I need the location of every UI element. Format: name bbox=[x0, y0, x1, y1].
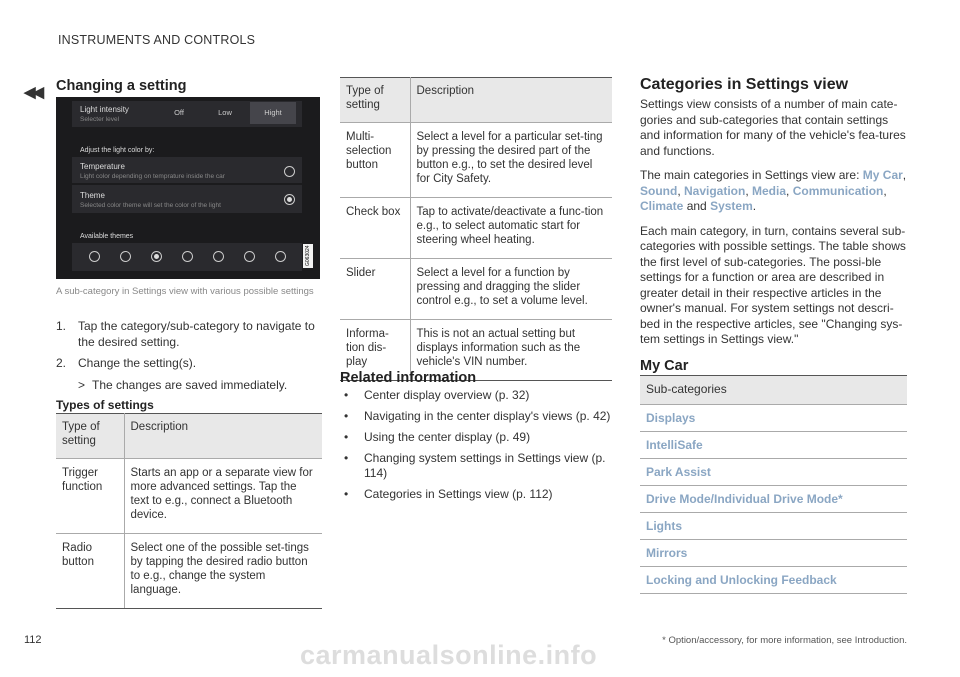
settings-screen-image bbox=[56, 97, 320, 279]
separator: , bbox=[786, 183, 793, 198]
categories-prefix: The main categories in Settings view are: bbox=[640, 168, 863, 182]
step-text: Change the setting(s). bbox=[78, 356, 197, 370]
segment-high[interactable]: Hight bbox=[250, 102, 296, 124]
substep-text: The changes are saved immediately. bbox=[92, 377, 288, 392]
theme-radio[interactable] bbox=[284, 194, 295, 205]
adjust-label: Adjust the light color by: bbox=[80, 147, 155, 154]
table-row bbox=[56, 459, 322, 534]
selecter-level-label: Selecter level bbox=[80, 116, 120, 123]
theme-option-radio[interactable] bbox=[182, 251, 193, 262]
subcategory-park-assist[interactable]: Park Assist bbox=[640, 459, 907, 486]
theme-option-radio[interactable] bbox=[120, 251, 131, 262]
table-row bbox=[340, 259, 612, 320]
image-code: G063024 bbox=[305, 245, 311, 267]
temperature-label: Temperature bbox=[80, 162, 125, 171]
category-climate[interactable]: Climate bbox=[640, 199, 684, 213]
theme-desc: Selected color theme will set the color of the light bbox=[80, 202, 221, 209]
col-header-type: Type of setting bbox=[56, 414, 124, 459]
setting-description: Select one of the possible set-tings by tapping the desired radio button to e.g., change the system language. bbox=[124, 534, 322, 609]
types-table-2 bbox=[340, 77, 612, 381]
step-number: 1. bbox=[56, 319, 67, 333]
substep-marker: > bbox=[78, 377, 86, 392]
table-row bbox=[340, 123, 612, 198]
types-table-1 bbox=[56, 413, 322, 609]
setting-type: Informa-tion dis-play bbox=[340, 320, 410, 381]
setting-description: Starts an app or a separate view for more advanced settings. Tap the text to e.g., connect a Bluetooth device. bbox=[124, 459, 322, 534]
types-title: Types of settings bbox=[56, 398, 154, 412]
theme-option-radio[interactable] bbox=[89, 251, 100, 262]
separator: , bbox=[883, 183, 887, 198]
categories-main-list bbox=[640, 168, 907, 215]
available-themes-label: Available themes bbox=[80, 233, 134, 240]
setting-type: Trigger function bbox=[56, 459, 124, 534]
theme-option-radio[interactable] bbox=[244, 251, 255, 262]
separator: , bbox=[902, 168, 907, 182]
subcategory-locking-feedback[interactable]: Locking and Unlocking Feedback bbox=[640, 567, 907, 594]
setting-type: Check box bbox=[340, 198, 410, 259]
conjunction: and bbox=[683, 199, 711, 213]
theme-option-radio[interactable] bbox=[151, 251, 162, 262]
period: . bbox=[752, 199, 757, 213]
subcategory-displays[interactable]: Displays bbox=[640, 405, 907, 432]
col-header-type: Type of setting bbox=[340, 78, 410, 123]
related-link[interactable]: • Center display overview (p. 32) bbox=[340, 388, 612, 403]
setting-description: Select a level for a function by pressing and dragging the slider control e.g., to set a volume level. bbox=[410, 259, 612, 320]
subcategories-header: Sub-categories bbox=[640, 376, 907, 405]
back-arrow-icon[interactable]: ◀◀ bbox=[24, 84, 42, 101]
temperature-radio[interactable] bbox=[284, 166, 295, 177]
related-link[interactable]: • Changing system settings in Settings view (p. 114) bbox=[340, 451, 612, 481]
footnote: * Option/accessory, for more information, see Introduction. bbox=[662, 635, 907, 646]
setting-type: Radio button bbox=[56, 534, 124, 609]
category-media[interactable]: Media bbox=[752, 183, 787, 198]
setting-description: Select a level for a particular set-ting by pressing the desired part of the button e.g., to set the desired level for City Safety. bbox=[410, 123, 612, 198]
related-list bbox=[340, 388, 612, 508]
col-header-description: Description bbox=[124, 414, 322, 459]
my-car-title: My Car bbox=[640, 358, 689, 374]
step-item bbox=[56, 356, 322, 372]
light-intensity-label: Light intensity bbox=[80, 105, 129, 114]
category-my-car[interactable]: My Car bbox=[862, 168, 903, 182]
temperature-desc: Light color depending on temprature inside the car bbox=[80, 173, 225, 180]
setting-type: Slider bbox=[340, 259, 410, 320]
categories-intro: Settings view consists of a number of main cate-gories and sub-categories that contain settings and information for many of the vehicle's fea-tures and functions. bbox=[640, 97, 906, 158]
category-system[interactable]: System bbox=[710, 199, 753, 213]
col-header-description: Description bbox=[410, 78, 612, 123]
page-header: INSTRUMENTS AND CONTROLS bbox=[58, 33, 256, 47]
table-row bbox=[340, 198, 612, 259]
subcategory-lights[interactable]: Lights bbox=[640, 513, 907, 540]
subcategory-mirrors[interactable]: Mirrors bbox=[640, 540, 907, 567]
substep-item bbox=[56, 378, 322, 394]
categories-title: Categories in Settings view bbox=[640, 76, 849, 93]
setting-type: Multi-selection button bbox=[340, 123, 410, 198]
category-navigation[interactable]: Navigation bbox=[684, 183, 746, 198]
related-title: Related information bbox=[340, 370, 477, 386]
theme-option-radio[interactable] bbox=[213, 251, 224, 262]
steps-list bbox=[56, 319, 322, 393]
subcategory-drive-mode[interactable]: Drive Mode/Individual Drive Mode* bbox=[640, 486, 907, 513]
step-number: 2. bbox=[56, 356, 67, 370]
step-text: Tap the category/sub-category to navigate to the desired setting. bbox=[78, 319, 315, 349]
page-number: 112 bbox=[24, 634, 42, 646]
segment-low[interactable]: Low bbox=[218, 108, 232, 117]
category-sound[interactable]: Sound bbox=[640, 183, 678, 198]
image-caption: A sub-category in Settings view with various possible settings bbox=[56, 286, 314, 297]
table-row bbox=[56, 534, 322, 609]
theme-option-radio[interactable] bbox=[275, 251, 286, 262]
separator: , bbox=[745, 183, 753, 198]
theme-label: Theme bbox=[80, 191, 105, 200]
setting-description: Tap to activate/deactivate a func-tion e.g., to select automatic start for steering wheel heating. bbox=[410, 198, 612, 259]
related-link[interactable]: • Categories in Settings view (p. 112) bbox=[340, 487, 612, 502]
categories-para3: Each main category, in turn, contains several sub-categories with possible settings. The table shows the first level of sub-categories. The possi-ble settings for a function or area are described in greater detail in their respective articles in the owner's manual. For system settings not descri-bed in the respective articles, see "Changing sys-tem settings in Settings view." bbox=[640, 223, 906, 346]
related-link[interactable]: • Using the center display (p. 49) bbox=[340, 430, 612, 445]
setting-description: This is not an actual setting but displays information such as the vehicle's VIN number. bbox=[410, 320, 612, 381]
separator: , bbox=[677, 183, 684, 198]
changing-setting-title: Changing a setting bbox=[56, 78, 187, 94]
segment-off[interactable]: Off bbox=[174, 108, 184, 117]
step-item bbox=[56, 319, 322, 350]
related-link[interactable]: • Navigating in the center display's views (p. 42) bbox=[340, 409, 612, 424]
watermark: carmanualsonline.info bbox=[300, 640, 598, 670]
category-communication[interactable]: Communication bbox=[792, 183, 884, 198]
categories-body bbox=[640, 97, 907, 357]
my-car-table bbox=[640, 375, 907, 594]
subcategory-intellisafe[interactable]: IntelliSafe bbox=[640, 432, 907, 459]
